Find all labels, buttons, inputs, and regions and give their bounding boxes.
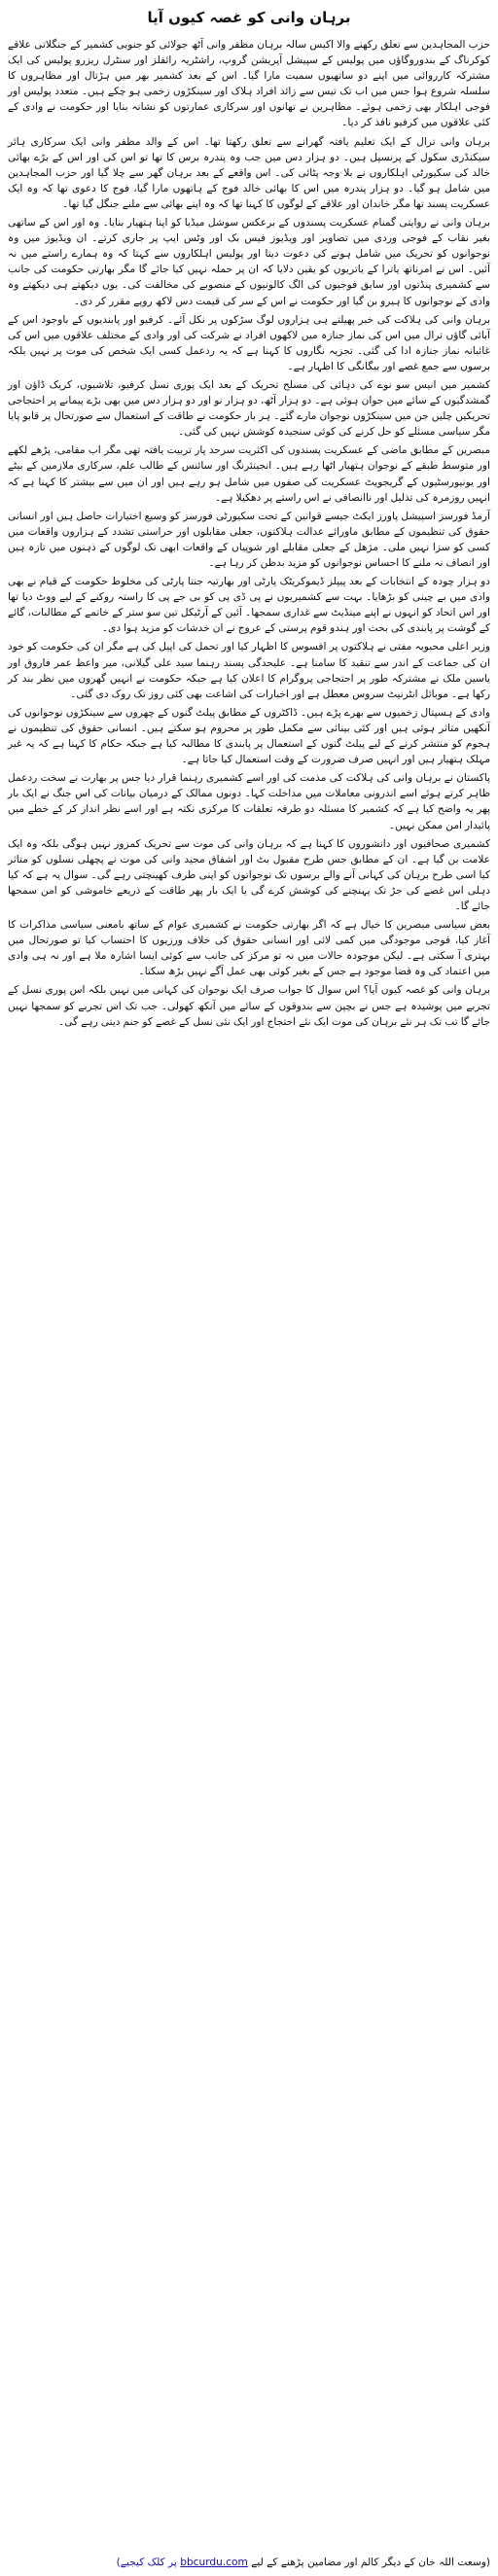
bbc-urdu-link[interactable]: bbcurdu.com	[180, 2557, 248, 2568]
paragraph: وادی کے ہسپتال زخمیوں سے بھرے پڑے ہیں۔ ڈاکٹروں کے مطابق پیلٹ گنوں کے چھروں سے سینکڑوں نوجوانوں کی آنکھیں متاثر ہوئی ہیں اور کئی بینائی سے مکمل طور پر محروم ہو سکتے ہیں۔ انسانی حقوق کی تنظیموں نے ہجوم کو منتشر کرنے کے لیے پیلٹ گنوں کے استعمال پر پابندی کا مطالبہ کیا ہے جبکہ حکام کا کہنا ہے کہ یہ غیر مہلک ہتھیار ہیں اور انہیں صرف ضرورت کے وقت استعمال کیا جاتا ہے۔	[8, 706, 490, 766]
paragraph: کشمیر میں انیس سو نوے کی دہائی کی مسلح تحریک کے بعد ایک پوری نسل کرفیو، تلاشیوں، کریک ڈاؤن اور گمشدگیوں کے سائے میں جوان ہوئی ہے۔ دو ہزار آٹھ، دو ہزار نو اور دو ہزار دس میں بھی بڑے پیمانے پر احتجاجی تحریکیں چلیں جن میں سینکڑوں نوجوان مارے گئے۔ ہر بار حکومت نے طاقت کے استعمال سے صورتحال پر قابو پایا مگر سیاسی مسئلے کو حل کرنے کی کوئی سنجیدہ کوشش نہیں کی گئی۔	[8, 378, 490, 439]
footer-prefix: (وسعت اللہ خان کے دیگر کالم اور مضامین پڑھنے کے لیے	[251, 2557, 490, 2568]
paragraph: آرمڈ فورسز اسپیشل پاورز ایکٹ جیسے قوانین کے تحت سکیورٹی فورسز کو وسیع اختیارات حاصل ہیں اور انسانی حقوق کی تنظیموں کے مطابق ماورائے عدالت ہلاکتوں، جعلی مقابلوں اور حراستی تشدد کے ہزاروں واقعات میں کسی کو سزا نہیں ملی۔ مژھل کے جعلی مقابلے اور شوپیاں کے واقعات ابھی تک لوگوں کے ذہنوں میں تازہ ہیں اور انصاف نہ ملنے کا احساس نوجوانوں کو مزید بدظن کر رہا ہے۔	[8, 510, 490, 569]
paragraph: حزب المجاہدین سے تعلق رکھنے والا اکیس سالہ برہان مظفر وانی آٹھ جولائی کو جنوبی کشمیر کے جنگلاتی علاقے کوکرناگ کے بندوروگاؤں میں پولیس کے سپیشل آپریشن گروپ، راشٹریہ رائفلز اور سنٹرل ریزرو پولیس کی ایک مشترکہ کارروائی میں اپنے دو ساتھیوں سمیت مارا گیا۔ اس کے بعد کشمیر بھر میں ہڑتال اور مظاہروں کا سلسلہ شروع ہوا جس میں اب تک تیس سے زائد افراد ہلاک اور سینکڑوں زخمی ہو چکے ہیں۔ متعدد پولیس اور فوجی اہلکار بھی زخمی ہوئے۔ مظاہرین نے تھانوں اور سرکاری عمارتوں کو نشانہ بنایا اور حکومت نے وادی کے کئی علاقوں میں کرفیو نافذ کر دیا۔	[8, 39, 490, 129]
paragraph: برہان وانی کو غصہ کیوں آیا؟ اس سوال کا جواب صرف ایک نوجوان کی کہانی میں نہیں بلکہ اس پوری نسل کے تجربے میں پوشیدہ ہے جس نے بچپن سے بندوقوں کے سائے میں آنکھ کھولی۔ جب تک اس تجربے کو سمجھا نہیں جائے گا تب تک ہر نئے برہان کی موت ایک نئے احتجاج اور ایک نئی نسل کے غصے کو جنم دیتی رہے گی۔	[8, 984, 490, 1028]
paragraph: برہان وانی ترال کے ایک تعلیم یافتہ گھرانے سے تعلق رکھتا تھا۔ اس کے والد مظفر وانی ایک سرکاری ہائر سیکنڈری سکول کے پرنسپل ہیں۔ دو ہزار دس میں جب وہ پندرہ برس کا تھا تو اس کی اور اس کے بڑے بھائی خالد کی سکیورٹی اہلکاروں نے بلا وجہ پٹائی کی۔ اس واقعے کے بعد برہان گھر سے چلا گیا اور حزب المجاہدین میں شامل ہو گیا۔ دو ہزار پندرہ میں اس کا بھائی خالد فوج کے ہاتھوں مارا گیا، فوج کا دعوی تھا کہ وہ ایک عسکریت پسند تھا مگر خاندان اور علاقے کے لوگوں کا کہنا تھا کہ وہ اپنے بھائی سے ملنے جنگل گیا تھا۔	[8, 135, 490, 210]
footer-click-text[interactable]: پر کلک کیجیے)	[116, 2557, 177, 2568]
paragraph: کشمیری صحافیوں اور دانشوروں کا کہنا ہے کہ برہان وانی کی موت سے تحریک کمزور نہیں ہوگی بلکہ وہ ایک علامت بن گیا ہے۔ ان کے مطابق جس طرح مقبول بٹ اور اشفاق مجید وانی کی موت نے پچھلی نسلوں کو متاثر کیا اسی طرح برہان کی کہانی آنے والے برسوں تک نوجوانوں کو اپنی طرف کھینچتی رہے گی۔ سوال یہ ہے کہ کیا دہلی اس غصے کی جڑ تک پہنچنے کی کوشش کرے گی یا ایک بار پھر طاقت کے ذریعے خاموشی کو امن سمجھا جائے گا۔	[8, 837, 490, 912]
paragraph: برہان وانی کی ہلاکت کی خبر پھیلتے ہی ہزاروں لوگ سڑکوں پر نکل آئے۔ کرفیو اور پابندیوں کے باوجود اس کے آبائی گاؤں ترال میں اس کی نماز جنازہ میں لاکھوں افراد نے شرکت کی اور وادی کے مختلف علاقوں میں اس کی غائبانہ نماز جنازہ ادا کی گئی۔ تجزیہ نگاروں کا کہنا ہے کہ یہ ردعمل کسی ایک شخص کی موت پر نہیں بلکہ برسوں سے جمع غصے اور بیگانگی کا اظہار ہے۔	[8, 313, 490, 372]
article-title: برہان وانی کو غصہ کیوں آیا	[147, 9, 351, 26]
paragraph: پاکستان نے برہان وانی کی ہلاکت کی مذمت کی اور اسے کشمیری رہنما قرار دیا جس پر بھارت نے سخت ردعمل ظاہر کرتے ہوئے اسے اندرونی معاملات میں مداخلت کہا۔ دونوں ممالک کے درمیان بیانات کی اس جنگ نے ایک بار پھر یہ واضح کیا ہے کہ کشمیر کا مسئلہ دو طرفہ تعلقات کا مرکزی نکتہ ہے اور اسے نظر انداز کر کے خطے میں پائیدار امن ممکن نہیں۔	[8, 772, 490, 831]
paragraph: دو ہزار چودہ کے انتخابات کے بعد پیپلز ڈیموکریٹک پارٹی اور بھارتیہ جنتا پارٹی کی مخلوط حکومت کے قیام نے بھی وادی میں بے چینی کو بڑھایا۔ بہت سے کشمیریوں نے پی ڈی پی کو بی جے پی کا راستہ روکنے کے لیے ووٹ دیا تھا اور اس اتحاد کو انہوں نے اپنے مینڈیٹ سے غداری سمجھا۔ آئین کے آرٹیکل تین سو ستر کے خاتمے کے مطالبات، گائے کے گوشت پر پابندی کی بحث اور ہندو قوم پرستی کے عروج نے ان خدشات کو مزید ہوا دی۔	[8, 576, 490, 635]
paragraph: وزیر اعلی محبوبہ مفتی نے ہلاکتوں پر افسوس کا اظہار کیا اور تحمل کی اپیل کی ہے مگر ان کی حکومت کو خود ان کی جماعت کے اندر سے تنقید کا سامنا ہے۔ علیحدگی پسند رہنما سید علی گیلانی، میر واعظ عمر فاروق اور یاسین ملک نے مشترکہ طور پر احتجاجی پروگرام کا اعلان کیا ہے جبکہ حکومت نے انہیں گھروں میں نظر بند کر رکھا ہے۔ موبائل انٹرنیٹ سروس معطل ہے اور اخبارات کی اشاعت بھی کئی روز تک روک دی گئی۔	[8, 641, 490, 700]
article-footer	[8, 2555, 490, 2570]
paragraph: مبصرین کے مطابق ماضی کے عسکریت پسندوں کی اکثریت سرحد پار تربیت یافتہ تھی مگر اب مقامی، پڑھے لکھے اور متوسط طبقے کے نوجوان ہتھیار اٹھا رہے ہیں۔ انجینئرنگ اور سائنس کے طالب علم، سرکاری ملازمین کے بیٹے اور یونیورسٹیوں کے گریجویٹ عسکریت کی صفوں میں شامل ہو رہے ہیں اور ان میں سے بیشتر کا کہنا ہے کہ انہیں روزمرہ کی تذلیل اور ناانصافی نے اس راستے پر دھکیلا ہے۔	[8, 444, 490, 504]
paragraph: برہان وانی نے روایتی گمنام عسکریت پسندوں کے برعکس سوشل میڈیا کو اپنا ہتھیار بنایا۔ وہ اور اس کے ساتھی بغیر نقاب کے فوجی وردی میں تصاویر اور ویڈیوز فیس بک اور وٹس ایپ پر جاری کرتے۔ ان ویڈیوز میں وہ نوجوانوں کو تحریک میں شامل ہونے کی دعوت دیتا اور پولیس اہلکاروں سے کہتا کہ وہ ہمارے راستے میں نہ آئیں۔ اس نے امرناتھ یاترا کے یاتریوں کو یقین دلایا کہ ان پر حملہ نہیں کیا جائے گا مگر بھارتی حکومت کی جانب سے کشمیری پنڈتوں اور سابق فوجیوں کی الگ کالونیوں کے منصوبے کی مخالفت کی۔ یوں دیکھتے ہی دیکھتے وہ وادی کے نوجوانوں کا ہیرو بن گیا اور حکومت نے اس کے سر کی قیمت دس لاکھ روپے مقرر کر دی۔	[8, 217, 490, 307]
paragraph: بعض سیاسی مبصرین کا خیال ہے کہ اگر بھارتی حکومت نے کشمیری عوام کے ساتھ بامعنی سیاسی مذاکرات کا آغاز کیا، فوجی موجودگی میں کمی لائی اور انسانی حقوق کی خلاف ورزیوں کا احتساب کیا تو صورتحال میں بہتری آ سکتی ہے۔ لیکن موجودہ حالات میں نہ تو مرکز کی جانب سے کوئی ایسا اشارہ ملا ہے اور نہ ہی وادی میں اعتماد کی وہ فضا موجود ہے جس کے بغیر کوئی بھی عمل آگے نہیں بڑھ سکتا۔	[8, 919, 490, 978]
article-body	[8, 37, 490, 1030]
